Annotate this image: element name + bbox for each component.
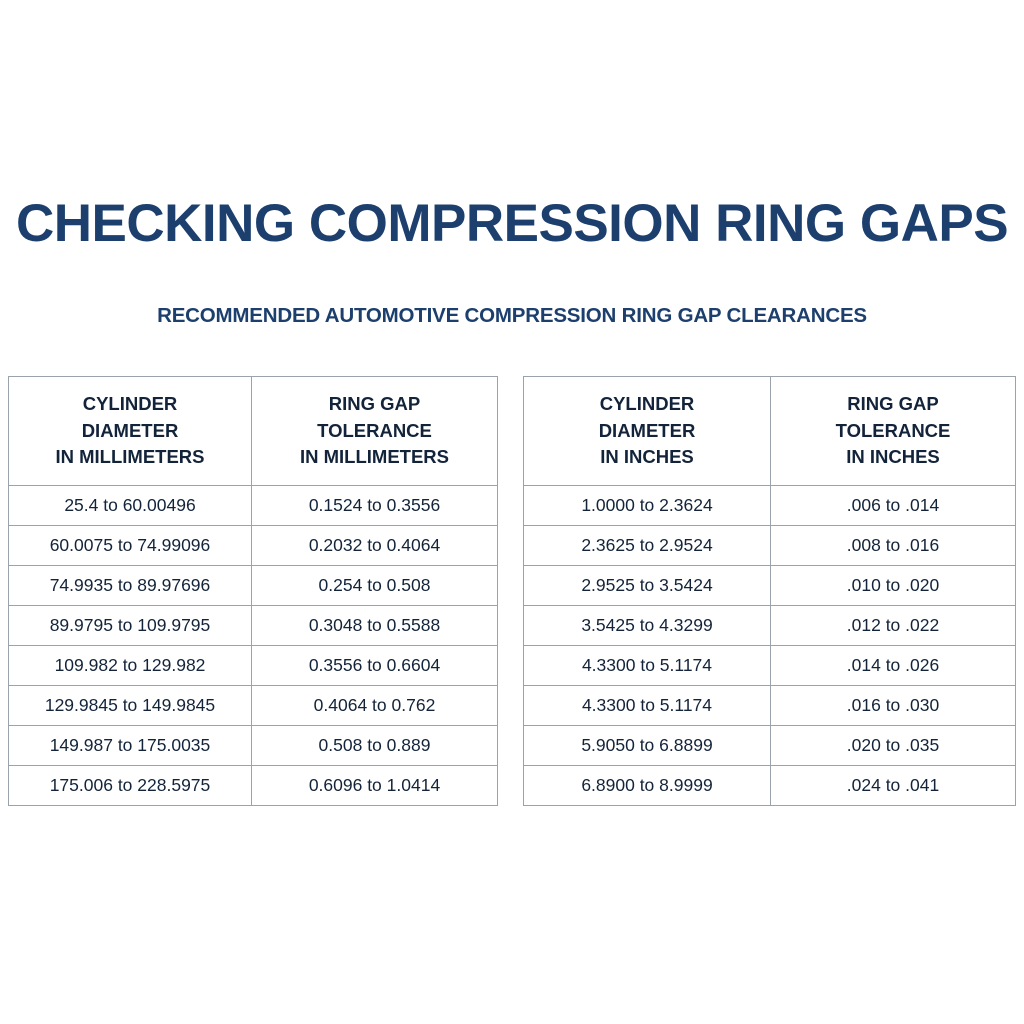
cell-ring-gap-tolerance: .012 to .022 [771, 606, 1016, 646]
cell-ring-gap-tolerance: 0.6096 to 1.0414 [252, 766, 498, 806]
tables-container [8, 376, 1016, 806]
cell-ring-gap-tolerance: 0.254 to 0.508 [252, 566, 498, 606]
imperial-table [523, 376, 1016, 806]
table-row [524, 486, 1016, 526]
table-row [524, 526, 1016, 566]
header-line-1: RING GAP [328, 392, 421, 414]
cell-cylinder-diameter: 4.3300 to 5.1174 [524, 686, 771, 726]
table-row [524, 606, 1016, 646]
page-subtitle: RECOMMENDED AUTOMOTIVE COMPRESSION RING GAP CLEARANCES [157, 304, 867, 327]
cell-cylinder-diameter: 109.982 to 129.982 [9, 646, 252, 686]
table-row [524, 566, 1016, 606]
cell-cylinder-diameter: 2.3625 to 2.9524 [524, 526, 771, 566]
column-header-cylinder-diameter-in [524, 377, 771, 486]
page-title: CHECKING COMPRESSION RING GAPS [15, 194, 1009, 253]
header-line-2: TOLERANCE [317, 419, 432, 441]
header-line-3: IN MILLIMETERS [299, 446, 450, 468]
table-header-row [524, 377, 1016, 486]
cell-cylinder-diameter: 60.0075 to 74.99096 [9, 526, 252, 566]
cell-cylinder-diameter: 6.8900 to 8.9999 [524, 766, 771, 806]
table-row [9, 526, 498, 566]
header-line-3: IN INCHES [846, 446, 940, 468]
cell-ring-gap-tolerance: .014 to .026 [771, 646, 1016, 686]
header-line-3: IN INCHES [600, 446, 694, 468]
table-row [524, 686, 1016, 726]
cell-ring-gap-tolerance: .010 to .020 [771, 566, 1016, 606]
table-row [524, 726, 1016, 766]
cell-cylinder-diameter: 2.9525 to 3.5424 [524, 566, 771, 606]
cell-ring-gap-tolerance: .016 to .030 [771, 686, 1016, 726]
header-line-2: TOLERANCE [835, 419, 951, 441]
cell-cylinder-diameter: 175.006 to 228.5975 [9, 766, 252, 806]
cell-ring-gap-tolerance: .020 to .035 [771, 726, 1016, 766]
column-header-cylinder-diameter-mm [9, 377, 252, 486]
table-row [9, 566, 498, 606]
cell-cylinder-diameter: 89.9795 to 109.9795 [9, 606, 252, 646]
table-row [524, 646, 1016, 686]
cell-ring-gap-tolerance: 0.3556 to 0.6604 [252, 646, 498, 686]
metric-table [8, 376, 498, 806]
table-row [9, 686, 498, 726]
cell-cylinder-diameter: 5.9050 to 6.8899 [524, 726, 771, 766]
table-row [9, 726, 498, 766]
header-line-1: CYLINDER [599, 392, 695, 414]
cell-ring-gap-tolerance: 0.3048 to 0.5588 [252, 606, 498, 646]
cell-ring-gap-tolerance: 0.508 to 0.889 [252, 726, 498, 766]
cell-ring-gap-tolerance: .008 to .016 [771, 526, 1016, 566]
header-line-2: DIAMETER [598, 419, 696, 441]
cell-ring-gap-tolerance: .024 to .041 [771, 766, 1016, 806]
cell-cylinder-diameter: 74.9935 to 89.97696 [9, 566, 252, 606]
header-line-2: DIAMETER [81, 419, 179, 441]
cell-cylinder-diameter: 4.3300 to 5.1174 [524, 646, 771, 686]
table-row [9, 766, 498, 806]
cell-cylinder-diameter: 1.0000 to 2.3624 [524, 486, 771, 526]
cell-cylinder-diameter: 25.4 to 60.00496 [9, 486, 252, 526]
table-header-row [9, 377, 498, 486]
cell-ring-gap-tolerance: .006 to .014 [771, 486, 1016, 526]
cell-ring-gap-tolerance: 0.4064 to 0.762 [252, 686, 498, 726]
cell-ring-gap-tolerance: 0.1524 to 0.3556 [252, 486, 498, 526]
cell-cylinder-diameter: 3.5425 to 4.3299 [524, 606, 771, 646]
header-line-3: IN MILLIMETERS [55, 446, 205, 468]
table-row [524, 766, 1016, 806]
column-header-ring-gap-tolerance-mm [252, 377, 498, 486]
table-row [9, 606, 498, 646]
table-row [9, 486, 498, 526]
cell-cylinder-diameter: 129.9845 to 149.9845 [9, 686, 252, 726]
cell-ring-gap-tolerance: 0.2032 to 0.4064 [252, 526, 498, 566]
cell-cylinder-diameter: 149.987 to 175.0035 [9, 726, 252, 766]
table-row [9, 646, 498, 686]
header-line-1: CYLINDER [82, 392, 178, 414]
column-header-ring-gap-tolerance-in [771, 377, 1016, 486]
header-line-1: RING GAP [847, 392, 939, 414]
